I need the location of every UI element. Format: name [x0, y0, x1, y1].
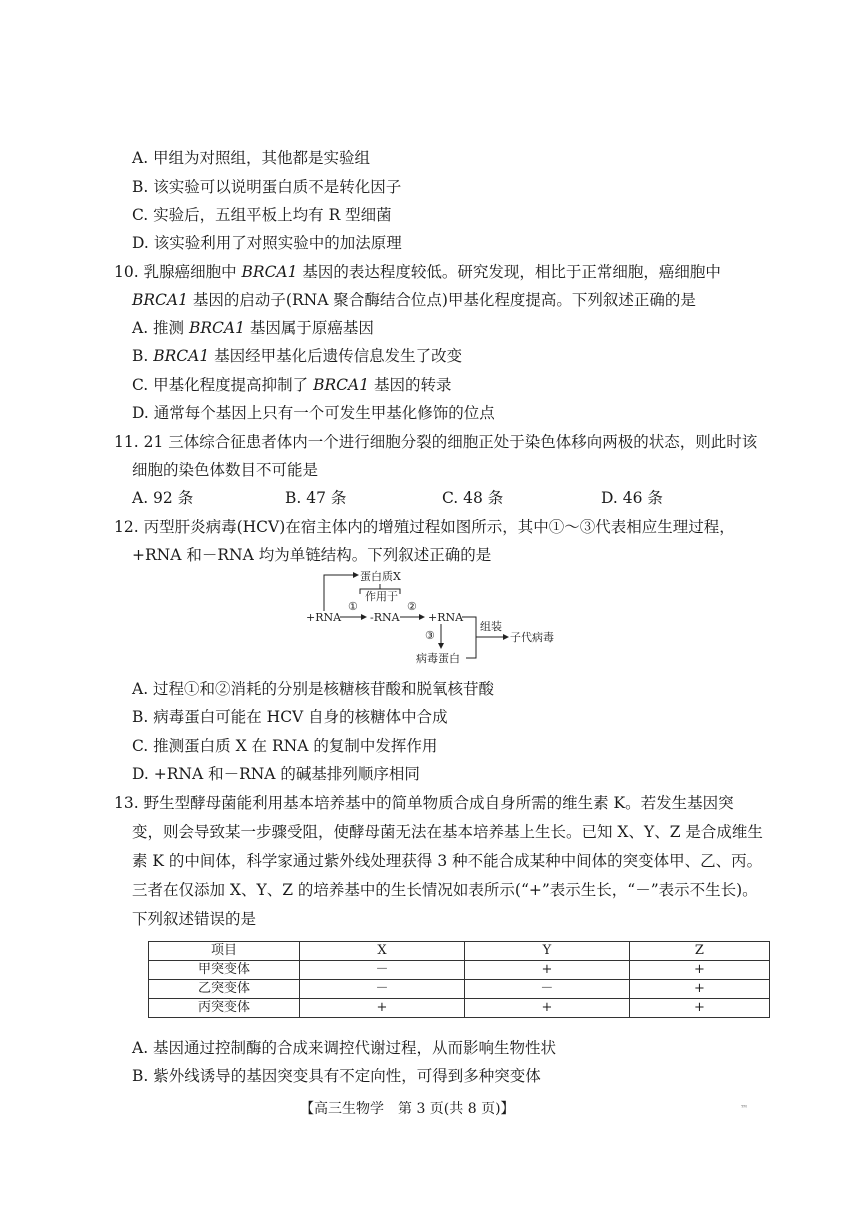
q10-option-d: D. 通常每个基因上只有一个可发生甲基化修饰的位点	[132, 404, 495, 422]
table-header: X	[300, 942, 465, 961]
q13-option-b: B. 紫外线诱导的基因突变具有不定向性，可得到多种突变体	[132, 1067, 541, 1085]
table-header: Y	[464, 942, 629, 961]
table-row	[149, 999, 770, 1018]
step-3-label: ③	[425, 629, 435, 642]
hcv-replication-diagram	[300, 566, 600, 668]
q10-number-text: 10. 乳腺癌细胞中	[114, 263, 242, 281]
gene-name: BRCA1	[153, 347, 210, 365]
table-cell: +	[629, 999, 769, 1018]
table-cell: +	[300, 999, 465, 1018]
option-prefix: B.	[132, 347, 154, 365]
table-header-row	[149, 942, 770, 961]
q10-stem-text: 基因的启动子(RNA 聚合酶结合位点)甲基化程度提高。下列叙述正确的是	[187, 291, 696, 309]
q12-option-b: B. 病毒蛋白可能在 HCV 自身的核糖体中合成	[132, 708, 448, 726]
q11-option-a: A. 92 条	[132, 489, 194, 507]
q13-stem-line2: 变，则会导致某一步骤受阻，使酵母菌无法在基本培养基上生长。已知 X、Y、Z 是合成维生	[132, 823, 763, 841]
step-2-label: ②	[407, 600, 417, 613]
plus-rna-2-label: +RNA	[428, 611, 464, 624]
q11-option-d: D. 46 条	[601, 489, 663, 507]
gene-name: BRCA1	[313, 376, 370, 394]
q10-option-a	[132, 318, 374, 338]
q12-stem-line1: 12. 丙型肝炎病毒(HCV)在宿主体内的增殖过程如图所示，其中①～③代表相应生理过程，	[114, 518, 735, 536]
q12-option-d: D. +RNA 和－RNA 的碱基排列顺序相同	[132, 765, 420, 783]
table-header: 项目	[149, 942, 300, 961]
q9-option-d: D. 该实验利用了对照实验中的加法原理	[132, 234, 402, 252]
q12-option-c: C. 推测蛋白质 X 在 RNA 的复制中发挥作用	[132, 737, 438, 755]
q10-option-b	[132, 346, 462, 366]
q13-stem-line1: 13. 野生型酵母菌能利用基本培养基中的简单物质合成自身所需的维生素 K。若发生基因突	[114, 794, 734, 812]
table-cell: +	[464, 999, 629, 1018]
option-prefix: C. 甲基化程度提高抑制了	[132, 376, 314, 394]
table-cell: －	[300, 961, 465, 980]
assembly-label: 组装	[480, 620, 502, 633]
table-cell: 甲突变体	[149, 961, 300, 980]
gene-name: BRCA1	[241, 263, 298, 281]
q12-stem-line2: +RNA 和－RNA 均为单链结构。下列叙述正确的是	[132, 546, 492, 564]
q11-option-b: B. 47 条	[285, 489, 347, 507]
plus-rna-label: +RNA	[306, 611, 342, 624]
table-cell: －	[464, 980, 629, 999]
q10-stem-line1	[114, 262, 721, 282]
mutant-growth-table	[148, 941, 770, 1018]
q13-stem-line4: 三者在仅添加 X、Y、Z 的培养基中的生长情况如表所示(“+”表示生长，“－”表示不生长)。	[132, 881, 758, 899]
q10-option-c	[132, 375, 452, 395]
virus-protein-label: 病毒蛋白	[416, 652, 460, 665]
table-cell: －	[300, 980, 465, 999]
table-cell: 丙突变体	[149, 999, 300, 1018]
corner-mark: ™	[740, 1104, 748, 1113]
assembly-bracket	[462, 617, 476, 658]
acts-on-label: 作用于	[365, 590, 398, 603]
table-row	[149, 961, 770, 980]
q13-option-a: A. 基因通过控制酶的合成来调控代谢过程，从而影响生物性状	[132, 1039, 557, 1057]
option-text: 基因属于原癌基因	[244, 319, 374, 337]
table-cell: +	[464, 961, 629, 980]
q13-stem-line3: 素 K 的中间体，科学家通过紫外线处理获得 3 种不能合成某种中间体的突变体甲、乙、丙。	[132, 852, 763, 870]
gene-name: BRCA1	[188, 319, 245, 337]
page-footer: 【高三生物学 第 3 页(共 8 页)】	[300, 1101, 515, 1117]
q11-stem-line2: 细胞的染色体数目不可能是	[132, 461, 319, 479]
table-cell: +	[629, 961, 769, 980]
table-row	[149, 980, 770, 999]
option-text: 基因的转录	[369, 376, 452, 394]
table-cell: +	[629, 980, 769, 999]
step-1-label: ①	[348, 600, 358, 613]
q9-option-b: B. 该实验可以说明蛋白质不是转化因子	[132, 178, 402, 196]
q11-option-c: C. 48 条	[442, 489, 504, 507]
option-prefix: A. 推测	[132, 319, 189, 337]
q11-stem-line1: 11. 21 三体综合征患者体内一个进行细胞分裂的细胞正处于染色体移向两极的状态，则此时该	[114, 433, 758, 451]
gene-name: BRCA1	[132, 291, 188, 309]
progeny-virus-label: 子代病毒	[510, 631, 554, 644]
q12-option-a: A. 过程①和②消耗的分别是核糖核苷酸和脱氧核苷酸	[132, 680, 495, 698]
table-cell: 乙突变体	[149, 980, 300, 999]
minus-rna-label: -RNA	[370, 611, 400, 624]
protein-x-label: 蛋白质X	[360, 570, 401, 583]
q13-stem-line5: 下列叙述错误的是	[132, 910, 257, 928]
q10-stem-line2	[132, 290, 696, 310]
option-text: 基因经甲基化后遗传信息发生了改变	[209, 347, 463, 365]
q10-stem-text: 基因的表达程度较低。研究发现，相比于正常细胞，癌细胞中	[297, 263, 721, 281]
table-header: Z	[629, 942, 769, 961]
q9-option-c: C. 实验后，五组平板上均有 R 型细菌	[132, 206, 392, 224]
q9-option-a: A. 甲组为对照组，其他都是实验组	[132, 149, 371, 167]
